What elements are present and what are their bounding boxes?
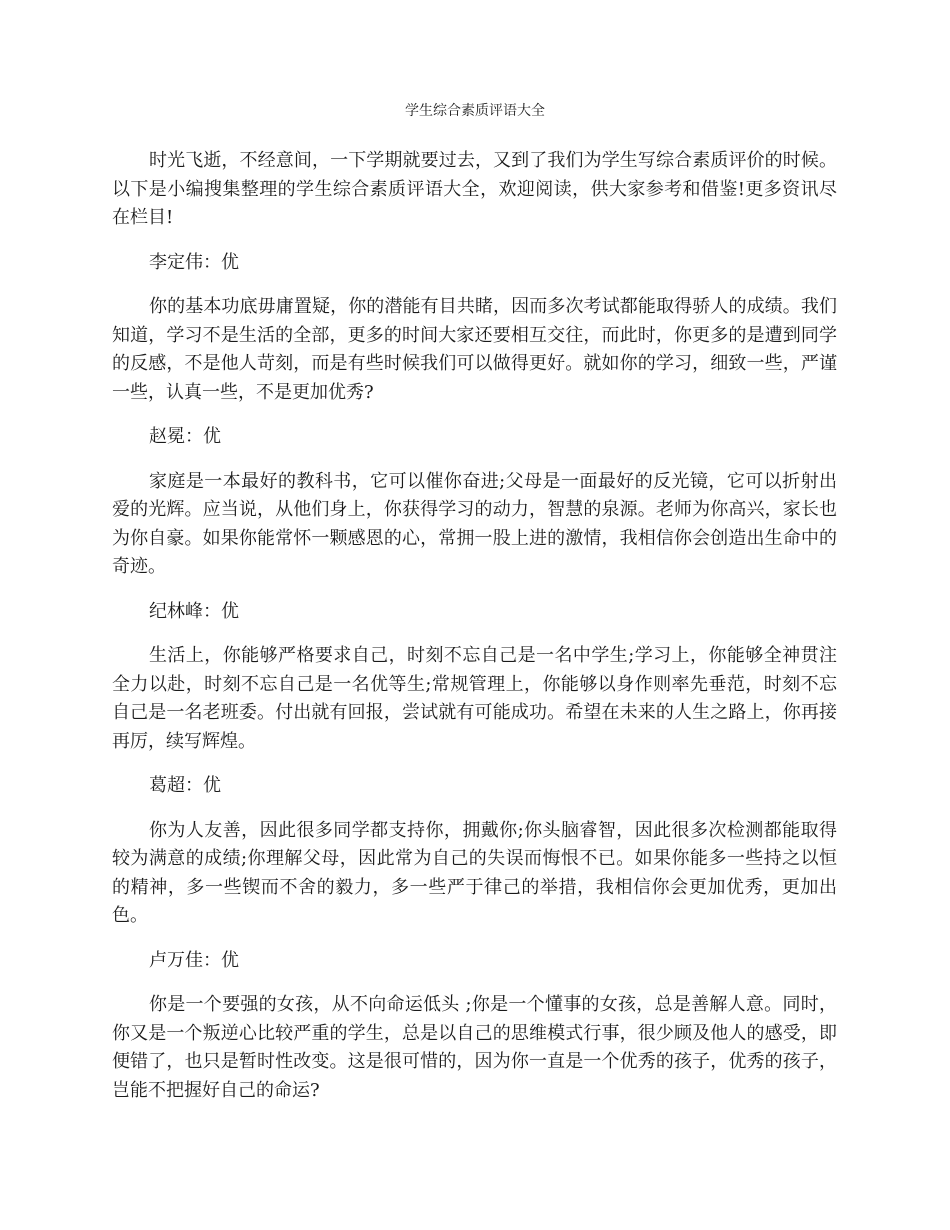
student-grade: 优 xyxy=(203,426,221,447)
student-name: 李定伟 xyxy=(149,251,203,273)
name-separator: ： xyxy=(203,949,221,971)
student-grade: 优 xyxy=(203,775,221,796)
name-separator: ： xyxy=(185,775,203,796)
comment-paragraph: 你为人友善，因此很多同学都支持你，拥戴你;你头脑睿智，因此很多次检测都能取得较为满意的成绩;你理解父母，因此常为自己的失误而悔恨不已。如果你能多一些持之以恒的精神，多一些锲而不舍的毅力，多一些严于律己的举措，我相信你会更加优秀，更加出色。 xyxy=(112,819,837,926)
document-title: 学生综合素质评语大全 xyxy=(405,103,545,119)
student-name-line xyxy=(112,423,837,452)
student-grade: 优 xyxy=(221,600,239,622)
intro-paragraph: 时光飞逝，不经意间，一下学期就要过去，又到了我们为学生写综合素质评价的时候。以下是小编搜集整理的学生综合素质评语大全，欢迎阅读，供大家参考和借鉴!更多资讯尽在栏目! xyxy=(112,150,837,228)
name-separator: ： xyxy=(185,426,203,447)
student-name-line xyxy=(112,249,837,278)
student-name-line xyxy=(112,947,837,976)
student-name: 赵冕 xyxy=(149,426,185,447)
document-body xyxy=(112,147,837,1121)
student-name-line xyxy=(112,598,837,627)
student-name-line xyxy=(112,772,837,801)
comment-paragraph: 你是一个要强的女孩，从不向命运低头 ;你是一个懂事的女孩，总是善解人意。同时，你又是一个叛逆心比较严重的学生，总是以自己的思维模式行事，很少顾及他人的感受，即便错了，也只是暂时性改变。这是很可惜的，因为你一直是一个优秀的孩子，优秀的孩子，岂能不把握好自己的命运? xyxy=(112,994,837,1101)
comment-paragraph: 家庭是一本最好的教科书，它可以催你奋进;父母是一面最好的反光镜，它可以折射出爱的光辉。应当说，从他们身上，你获得学习的动力，智慧的泉源。老师为你高兴，家长也为你自豪。如果你能常怀一颗感恩的心，常拥一股上进的激情，我相信你会创造出生命中的奇迹。 xyxy=(112,470,837,577)
student-name: 葛超 xyxy=(149,775,185,796)
comment-paragraph: 生活上，你能够严格要求自己，时刻不忘自己是一名中学生;学习上，你能够全神贯注全力以赴，时刻不忘自己是一名优等生;常规管理上，你能够以身作则率先垂范，时刻不忘自己是一名老班委。付出就有回报，尝试就有可能成功。希望在未来的人生之路上，你再接再厉，续写辉煌。 xyxy=(112,645,837,752)
entry xyxy=(112,598,837,757)
entry xyxy=(112,772,837,931)
student-name: 纪林峰 xyxy=(149,600,203,622)
entry xyxy=(112,947,837,1106)
entry xyxy=(112,249,837,408)
entry xyxy=(112,423,837,582)
student-name: 卢万佳 xyxy=(149,949,203,971)
name-separator: ： xyxy=(203,251,221,273)
student-grade: 优 xyxy=(221,251,239,273)
student-grade: 优 xyxy=(221,949,239,971)
comment-paragraph: 你的基本功底毋庸置疑，你的潜能有目共睹，因而多次考试都能取得骄人的成绩。我们知道，学习不是生活的全部，更多的时间大家还要相互交往，而此时，你更多的是遭到同学的反感，不是他人苛刻，而是有些时候我们可以做得更好。就如你的学习，细致一些，严谨一些，认真一些，不是更加优秀? xyxy=(112,296,837,403)
name-separator: ： xyxy=(203,600,221,622)
